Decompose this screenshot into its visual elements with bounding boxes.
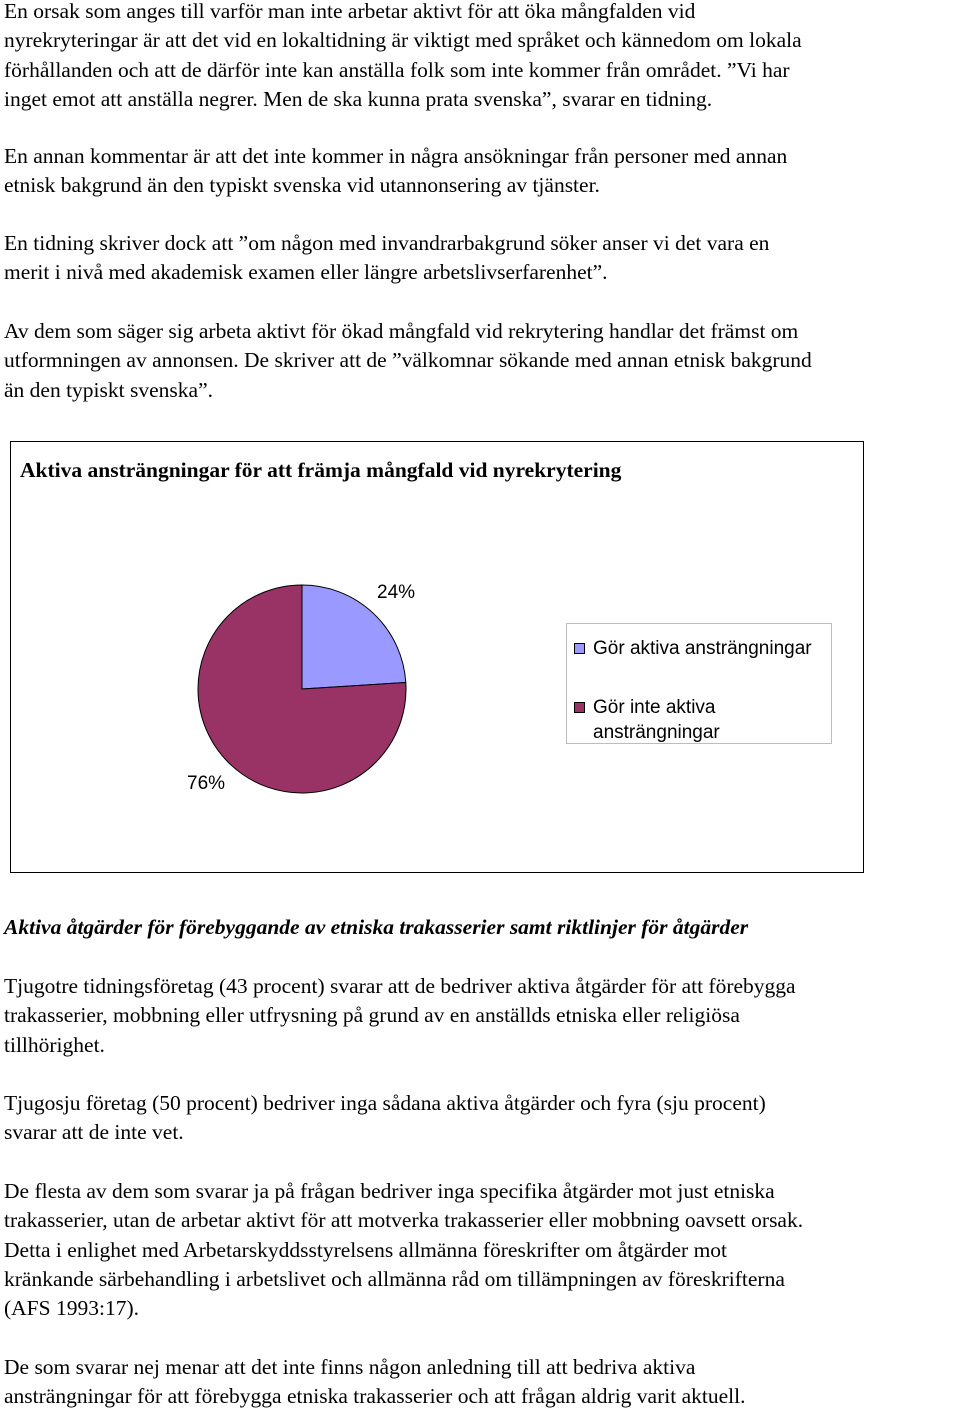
text-line: trakasserier, utan de arbetar aktivt för att motverka trakasserier eller mobbning oavsett orsak.	[4, 1208, 804, 1233]
text-line: En orsak som anges till varför man inte arbetar aktivt för att öka mångfalden vid	[4, 0, 696, 23]
text-line: merit i nivå med akademisk examen eller längre arbetslivserfarenhet”.	[4, 260, 608, 285]
paragraph-1	[4, 0, 960, 114]
text-line: De som svarar nej menar att det inte finns någon anledning till att bedriva aktiva	[4, 1355, 696, 1379]
text-line: trakasserier, mobbning eller utfrysning på grund av en anställds etniska eller religiösa	[4, 1003, 740, 1028]
text-line: förhållanden och att de därför inte kan anställa folk som inte kommer från området. ”Vi har	[4, 57, 790, 82]
text-line: etnisk bakgrund än den typiskt svenska vid utannonsering av tjänster.	[4, 173, 600, 198]
text-line: De flesta av dem som svarar ja på frågan bedriver inga specifika åtgärder mot just etniska	[4, 1179, 775, 1203]
pie-chart	[10, 441, 864, 873]
text-line: En tidning skriver dock att ”om någon med invandrarbakgrund söker anser vi det vara en	[4, 231, 770, 255]
text-line: än den typiskt svenska”.	[4, 377, 213, 402]
text-line: kränkande särbehandling i arbetslivet och allmänna råd om tillämpningen av föreskrifterna	[4, 1266, 785, 1291]
paragraph-6	[4, 1089, 960, 1148]
chart-title: Aktiva ansträngningar för att främja mångfald vid nyrekrytering	[20, 458, 622, 482]
text-line: En annan kommentar är att det inte kommer in några ansökningar från personer med annan	[4, 144, 788, 168]
text-line: ansträngningar för att förebygga etniska trakasserier och att frågan aldrig varit aktuell.	[4, 1384, 746, 1409]
paragraph-2	[4, 142, 960, 201]
paragraph-7	[4, 1177, 960, 1323]
text-line: nyrekryteringar är att det vid en lokaltidning är viktigt med språket och kännedom om lokala	[4, 28, 802, 53]
paragraph-5	[4, 972, 960, 1060]
text-line: Tjugosju företag (50 procent) bedriver inga sådana aktiva åtgärder och fyra (sju procent)	[4, 1091, 766, 1115]
paragraph-3	[4, 229, 960, 288]
text-line: tillhörighet.	[4, 1032, 105, 1057]
section-heading: Aktiva åtgärder för förebyggande av etniska trakasserier samt riktlinjer för åtgärder	[4, 915, 749, 939]
text-line: utformningen av annonsen. De skriver att de ”välkomnar sökande med annan etnisk bakgrund	[4, 348, 812, 373]
text-line: svarar att de inte vet.	[4, 1120, 184, 1145]
legend-swatch	[574, 643, 585, 654]
paragraph-4	[4, 317, 960, 405]
text-line: (AFS 1993:17).	[4, 1296, 139, 1321]
chart-legend	[566, 623, 832, 744]
text-line: Av dem som säger sig arbeta aktivt för ökad mångfald vid rekrytering handlar det främst om	[4, 319, 799, 343]
legend-label: Gör aktiva ansträngningar	[593, 638, 812, 659]
legend-label: ansträngningar	[593, 722, 720, 743]
legend-swatch	[574, 702, 585, 713]
text-line: inget emot att anställa negrer. Men de ska kunna prata svenska”, svarar en tidning.	[4, 86, 713, 111]
legend-label: Gör inte aktiva	[593, 697, 716, 718]
text-line: Tjugotre tidningsföretag (43 procent) svarar att de bedriver aktiva åtgärder för att förebygga	[4, 974, 796, 998]
paragraph-8	[4, 1353, 960, 1412]
pie-data-label: 24%	[377, 582, 416, 603]
pie-data-label: 76%	[187, 773, 226, 794]
text-line: Detta i enlighet med Arbetarskyddsstyrelsens allmänna föreskrifter om åtgärder mot	[4, 1237, 728, 1262]
